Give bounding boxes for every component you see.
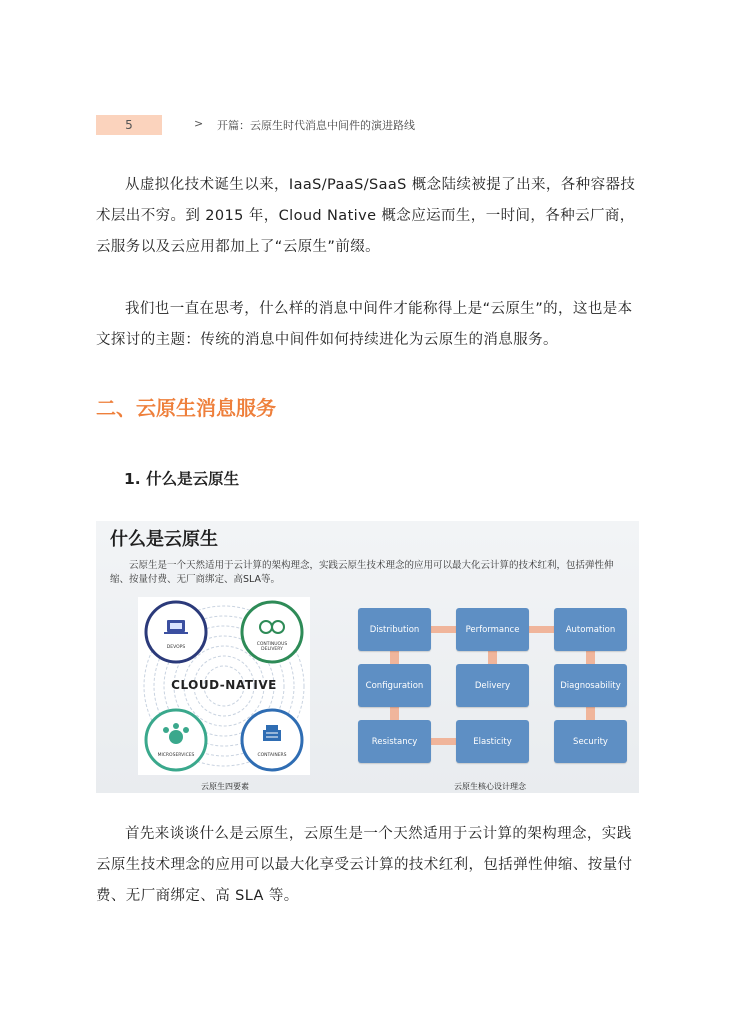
principle-automation: Automation: [554, 608, 627, 651]
connector-v-3: [488, 651, 497, 664]
connector-v-4: [586, 651, 595, 664]
cloud-native-diagram: [138, 597, 310, 775]
connector-v-2: [390, 707, 399, 720]
element-containers: CONTAINERS: [257, 753, 287, 758]
breadcrumb-separator: >: [194, 117, 204, 130]
principle-distribution: Distribution: [358, 608, 431, 651]
page-number-badge: 5: [96, 115, 162, 135]
paragraph-question: 我们也一直在思考，什么样的消息中间件才能称得上是“云原生”的，这也是本文探讨的主题：传统的消息中间件如何持续进化为云原生的消息服务。: [96, 301, 633, 348]
principle-delivery: Delivery: [456, 664, 529, 707]
right-caption: 云原生核心设计理念: [454, 782, 526, 791]
principle-configuration: Configuration: [358, 664, 431, 707]
section-heading: 二、云原生消息服务: [96, 396, 276, 420]
subsection-heading: 1. 什么是云原生: [124, 470, 240, 488]
cloud-native-label: CLOUD-NATIVE: [171, 678, 277, 692]
element-microservices: MICROSERVICES: [157, 753, 195, 758]
left-caption: 云原生四要素: [201, 782, 249, 791]
cloud-native-figure: [96, 521, 639, 793]
delivery-ring: [242, 602, 302, 662]
connector-v-5: [586, 707, 595, 720]
principles-grid: [358, 608, 628, 765]
connector-v-1: [390, 651, 399, 664]
chapter-title: 开篇：云原生时代消息中间件的演进路线: [217, 119, 415, 132]
connector-h-1: [431, 626, 456, 633]
principle-performance: Performance: [456, 608, 529, 651]
paragraph-intro: 从虚拟化技术诞生以来，IaaS/PaaS/SaaS 概念陆续被提了出来，各种容器技术层出不穷。到 2015 年，Cloud Native 概念应运而生，一时间，各种云厂商，云服务以及云应用都加上了“云原生”前缀。: [96, 177, 636, 255]
element-devops: DEVOPS: [166, 645, 186, 650]
figure-description: 云原生是一个天然适用于云计算的架构理念，实践云原生技术理念的应用可以最大化云计算的技术红利，包括弹性伸缩、按量付费、无厂商绑定、高SLA等。: [110, 560, 614, 585]
element-continuous-delivery: CONTINUOUS DELIVERY: [256, 642, 288, 652]
principle-resistancy: Resistancy: [358, 720, 431, 763]
connector-h-2: [529, 626, 554, 633]
paragraph-definition: 首先来谈谈什么是云原生，云原生是一个天然适用于云计算的架构理念，实践云原生技术理念的应用可以最大化享受云计算的技术红利，包括弹性伸缩、按量付费、无厂商绑定、高 SLA 等。: [96, 826, 633, 904]
principle-diagnosability: Diagnosability: [554, 664, 627, 707]
principle-elasticity: Elasticity: [456, 720, 529, 763]
devops-icon: [164, 620, 188, 634]
figure-title: 什么是云原生: [110, 529, 218, 550]
principle-security: Security: [554, 720, 627, 763]
connector-h-3: [431, 738, 456, 745]
